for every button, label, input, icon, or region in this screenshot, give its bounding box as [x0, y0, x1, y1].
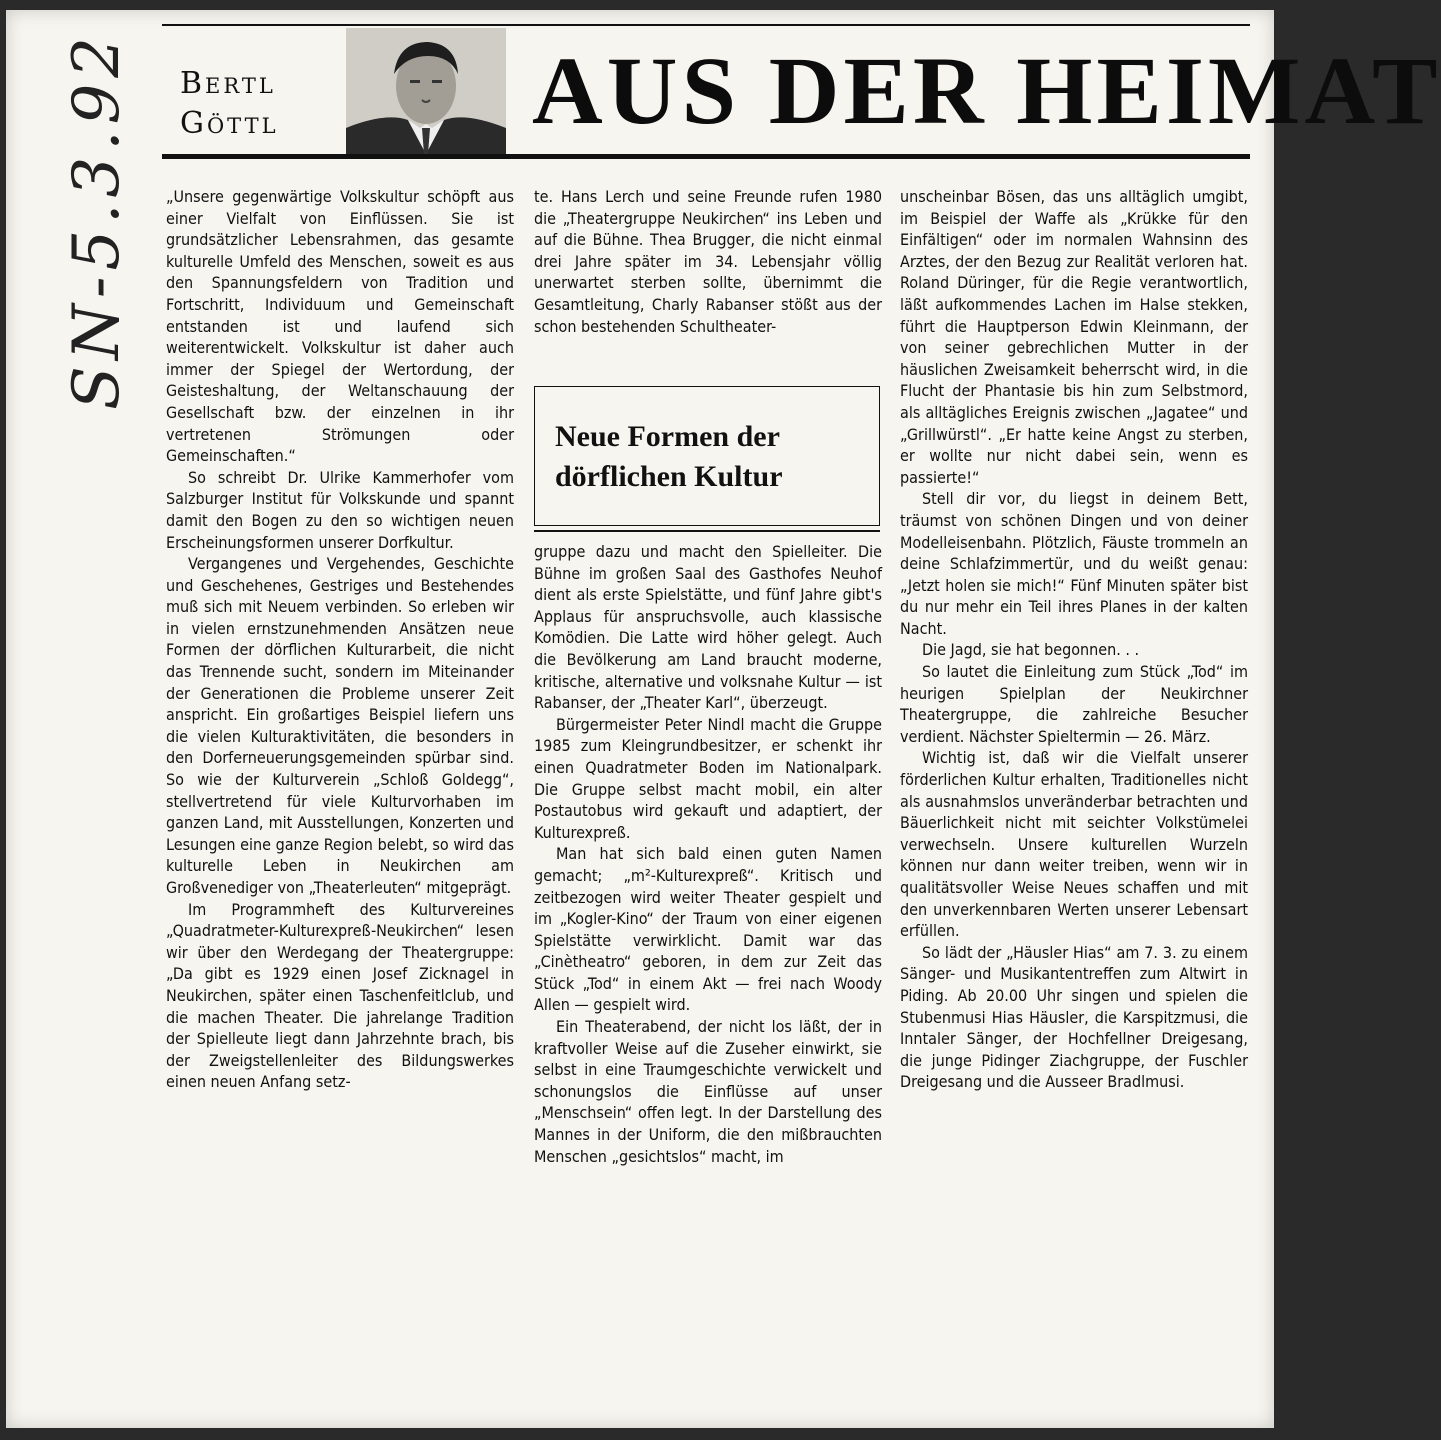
paragraph: Im Programmheft des Kulturvereines „Quadratmeter-Kulturexpreß-Neukirchen“ lesen wir über den Werdegang der Theatergruppe: „Da gibt es 1929 einen Josef Zicknagel in Neukirchen, später einen Taschenfeitlclub, und die machen Theater. Die jahrelange Tradition der Spielleute liegt dann Jahrzehnte brach, bis der Zweigstellenleiter des Bildungswerkes einen neuen Anfang setz-: [166, 899, 514, 1092]
article-column-1: [166, 186, 514, 1093]
paragraph: Vergangenes und Vergehendes, Geschichte und Geschehenes, Gestriges und Bestehendes muß sich mit Neuem verbinden. So erleben wir in vielen ernstzunehmenden Ansätzen neue Formen der dörflichen Kulturarbeit, die nicht das Trennende sucht, sondern im Miteinander der Generationen die Probleme unserer Zeit anspricht. Ein großartiges Beispiel liefern uns die vielen Kulturaktivitäten, die besonders in den Dorferneuerungsgemeinden spürbar sind. So wie der Kulturverein „Schloß Goldegg“, stellvertretend für viele Kulturvorhaben im ganzen Land, mit Ausstellungen, Konzerten und Lesungen eine ganze Region belebt, so wird das kulturelle Leben in Neukirchen am Großvenediger von „Theaterleuten“ mitgeprägt.: [166, 554, 514, 897]
paragraph: Man hat sich bald einen guten Namen gemacht; „m²-Kulturexpreß“. Kritisch und zeitbezogen wird weiter Theater gespielt und im „Kogler-Kino“ der Traum von einer eigenen Spielstätte verwirklicht. Damit war das „Cinètheatro“ geboren, in dem zur Zeit das Stück „Tod“ in einem Akt — frei nach Woody Allen — gespielt wird.: [534, 844, 882, 1015]
section-title: AUS DER HEIMAT: [532, 37, 1441, 144]
subheading-box: [534, 386, 880, 526]
paragraph: So schreibt Dr. Ulrike Kammerhofer vom Salzburger Institut für Volkskunde und spannt damit den Bogen zu den so wichtigen neuen Erscheinungsformen unserer Dorfkultur.: [166, 467, 514, 552]
header-rule: [162, 154, 1250, 159]
article-header: [162, 24, 1441, 156]
article-column-2-top: [534, 186, 882, 337]
author-byline: [180, 64, 279, 144]
paragraph: unscheinbar Bösen, das uns alltäglich umgibt, im Beispiel der Waffe als „Krükke für den Einfältigen“ oder im normalen Wahnsinn des Arztes, der den Bezug zur Realität verloren hat. Roland Düringer, für die Regie verantwortlich, läßt aufkommendes Lachen im Halse stekken, führt die Hauptperson Edwin Kleinmann, der von seiner gebrechlichen Mutter in der häuslichen Zweisamkeit beherrscht wird, in die Flucht der Phantasie bis hin zum Selbstmord, als alltägliches Ereignis zwischen „Jagatee“ und „Grillwürstl“. „Er hatte keine Angst zu sterben, er wollte nur nicht dabei sein, wenn es passierte!“: [900, 187, 1248, 487]
paragraph: te. Hans Lerch und seine Freunde rufen 1980 die „Theatergruppe Neukirchen“ ins Leben und auf die Bühne. Thea Brugger, die nicht einmal drei Jahre später im 34. Lebensjahr völlig unerwartet sterben sollte, übernimmt die Gesamtleitung, Charly Rabanser stößt aus der schon bestehenden Schultheater-: [534, 187, 882, 336]
subheading-line-2: dörflichen Kultur: [555, 460, 783, 493]
article-column-3: [900, 186, 1248, 1093]
subheading: [555, 417, 855, 497]
paragraph: gruppe dazu und macht den Spielleiter. Die Bühne im großen Saal des Gasthofes Neuhof dient als erste Spielstätte, und fünf Jahre gibt's Applaus für anspruchsvolle, auch klassische Komödien. Die Latte wird höher gelegt. Auch die Bevölkerung am Land braucht moderne, kritische, alternative und volksnahe Kultur — ist Rabanser, der „Theater Karl“, überzeugt.: [534, 542, 882, 713]
author-portrait: [346, 28, 506, 154]
paragraph: Die Jagd, sie hat begonnen. . .: [922, 640, 1140, 660]
author-first-name: Bertl: [180, 66, 276, 101]
paragraph: Bürgermeister Peter Nindl macht die Gruppe 1985 zum Kleingrundbesitzer, er schenkt ihr einen Quadratmeter Boden im Nationalpark. Die Gruppe selbst macht mobil, ein alter Postautobus wird gekauft und adaptiert, der Kulturexpreß.: [534, 714, 882, 842]
paragraph: Ein Theaterabend, der nicht los läßt, der in kraftvoller Weise auf die Zuseher einwirkt, sie selbst in eine Traumgeschichte verwickelt und schonungslos die Einflüsse auf unser „Menschsein“ offen legt. In der Darstellung des Mannes in der Uniform, die den mißbrauchten Menschen „gesichtslos“ macht, im: [534, 1017, 882, 1166]
article-column-2-bottom: [534, 541, 882, 1167]
paragraph: „Unsere gegenwärtige Volkskultur schöpft aus einer Vielfalt von Einflüssen. Sie ist grundsätzlicher Lebensrahmen, das gesamte kulturelle Umfeld des Menschen, soweit es aus den Spannungsfeldern von Tradition und Fortschritt, Individuum und Gemeinschaft entstanden ist und laufend sich weiterentwickelt. Volkskultur ist daher auch immer der Spiegel der Wertordung, der Geisteshaltung, der Weltanschauung der Gesellschaft bzw. der einzelnen in ihr vertretenen Strömungen oder Gemeinschaften.“: [166, 187, 514, 466]
paragraph: So lädt der „Häusler Hias“ am 7. 3. zu einem Sänger- und Musikantentreffen zum Altwirt in Piding. Ab 20.00 Uhr singen und spielen die Stubenmusi Hias Häusler, die Karspitzmusi, die Inntaler Sänger, der Hochfellner Dreigesang, die junge Pidinger Ziachgruppe, der Fuschler Dreigesang und die Ausseer Bradlmusi.: [900, 942, 1248, 1092]
author-last-name: Göttl: [180, 106, 279, 141]
subheading-line-1: Neue Formen der: [555, 420, 780, 453]
paragraph: Wichtig ist, daß wir die Vielfalt unserer förderlichen Kultur erhalten, Traditionelles nicht als ausnahmslos unveränderbar betrachten und Bäuerlichkeit nicht mit seichter Volkstümelei verwechseln. Unsere kulturellen Wurzeln können nur dann weiter treiben, wenn wir in qualitätsvoller Weise Neues schaffen und mit den unverkennbaren Werten unserer Lebensart erfüllen.: [900, 748, 1248, 941]
handwritten-date-annotation: SN-5.3.92: [60, 30, 134, 410]
subheading-rule: [534, 530, 880, 532]
paragraph: So lautet die Einleitung zum Stück „Tod“ im heurigen Spielplan der Neukirchner Theatergruppe, die zahlreiche Besucher verdient. Nächster Spieltermin — 26. März.: [900, 662, 1248, 746]
paragraph: Stell dir vor, du liegst in deinem Bett, träumst von schönen Dingen und von deiner Modelleisenbahn. Plötzlich, Fäuste trommeln an deine Schlafzimmertür, und du weißt genau: „Jetzt holen sie mich!“ Fünf Minuten später bist du nur mehr ein Teil ihres Planes in der kalten Nacht.: [900, 489, 1248, 638]
